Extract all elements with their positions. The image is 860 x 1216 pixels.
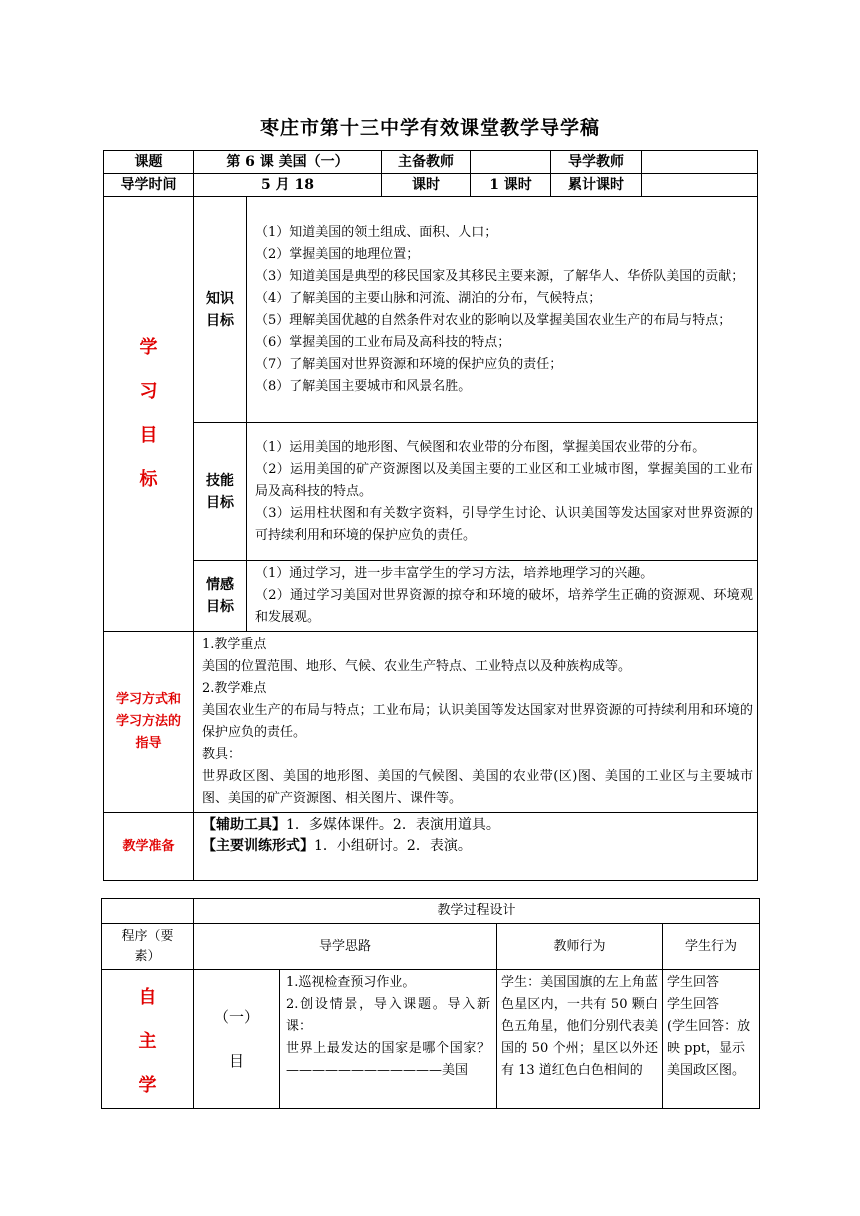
guide-teacher-value <box>642 151 758 174</box>
knowledge-item: （4）了解美国的主要山脉和河流、湖泊的分布，气候特点； <box>255 290 602 306</box>
methods-line: 2.教学难点 <box>202 681 267 696</box>
teacher-content: 学生：美国国旗的左上角蓝色星区内，一共有 50 颗白色五角星，他们分别代表美国的 50 个州；星区以外还有 13 道红色白色相间的 <box>497 970 663 1109</box>
knowledge-label: 知识目标 <box>194 197 247 423</box>
total-hours-label: 累计课时 <box>551 174 642 197</box>
col-guide: 导学思路 <box>194 924 497 970</box>
objectives-char: 习 <box>139 381 158 402</box>
subject-label: 课题 <box>104 151 194 174</box>
emotion-items <box>247 561 758 632</box>
training-tag: 【主要训练形式】 <box>202 838 314 854</box>
objectives-char: 学 <box>139 337 158 358</box>
training-text: 1．小组研讨。2．表演。 <box>314 838 472 854</box>
time-label: 导学时间 <box>104 174 194 197</box>
skills-items <box>247 423 758 561</box>
knowledge-item: （1）知道美国的领土组成、面积、人口； <box>255 224 498 240</box>
emotion-item: （1）通过学习，进一步丰富学生的学习方法，培养地理学习的兴趣。 <box>255 566 654 581</box>
skills-item: （2）运用美国的矿产资源图以及美国主要的工业区和工业城市图，掌握美国的工业布局及高科技的特点。 <box>255 461 753 499</box>
tools-text: 1．多媒体课件。2．表演用道具。 <box>286 817 500 833</box>
document-title: 枣庄市第十三中学有效课堂教学导学稿 <box>259 117 600 139</box>
guide-line: 2.创设情景，导入课题。导入新课： <box>286 997 490 1034</box>
skills-label: 技能目标 <box>194 423 247 561</box>
methods-content <box>194 632 758 813</box>
student-content <box>663 970 760 1109</box>
process-table <box>101 898 760 1109</box>
knowledge-item: （6）掌握美国的工业布局及高科技的特点； <box>255 334 511 350</box>
knowledge-item: （2）掌握美国的地理位置； <box>255 246 420 262</box>
knowledge-item: （5）理解美国优越的自然条件对农业的影响以及掌握美国农业生产的布局与特点； <box>255 312 732 328</box>
hours-label: 课时 <box>382 174 471 197</box>
time-value: 5 月 18 <box>194 174 382 197</box>
stage-char: 主 <box>138 1031 157 1052</box>
objectives-char: 目 <box>139 425 158 446</box>
emotion-label: 情感目标 <box>194 561 247 632</box>
methods-label: 学习方式和学习方法的指导 <box>104 632 194 813</box>
stage-char: 学 <box>138 1075 157 1096</box>
process-corner <box>102 899 194 924</box>
guide-line: 世界上最发达的国家是哪个国家？————————————美国 <box>286 1041 490 1078</box>
knowledge-item: （3）知道美国是典型的移民国家及其移民主要来源，了解华人、华侨队美国的贡献； <box>255 268 745 284</box>
methods-line: 世界政区图、美国的地形图、美国的气候图、美国的农业带(区)图、美国的工业区与主要城市图、美国的矿产资源图、相关图片、课件等。 <box>202 769 753 806</box>
col-program: 程序（要素） <box>102 924 194 970</box>
hours-value: 1 课时 <box>471 174 551 197</box>
knowledge-item: （7）了解美国对世界资源和环境的保护应负的责任； <box>255 356 563 372</box>
emotion-item: （2）通过学习美国对世界资源的掠夺和环境的破坏，培养学生正确的资源观、环境观和发展观。 <box>255 588 753 625</box>
methods-line: 1.教学重点 <box>202 637 267 652</box>
skills-item: （1）运用美国的地形图、气候图和农业带的分布图，掌握美国农业带的分布。 <box>255 439 706 455</box>
skills-item: （3）运用柱状图和有关数字资料，引导学生讨论、认识美国等发达国家对世界资源的可持续利用和环境的保护应负的责任。 <box>255 505 753 543</box>
main-teacher-value <box>471 151 551 174</box>
step-label-cell <box>194 970 280 1109</box>
guide-content <box>280 970 497 1109</box>
methods-line: 美国农业生产的布局与特点；工业布局；认识美国等发达国家对世界资源的可持续利用和环境的保护应负的责任。 <box>202 703 753 740</box>
knowledge-items <box>247 197 758 423</box>
student-line: 学生回答 <box>667 975 720 990</box>
step-sub: 目 <box>228 1052 244 1070</box>
tools-tag: 【辅助工具】 <box>202 817 286 833</box>
subject-value: 第 6 课 美国（一） <box>194 151 382 174</box>
total-hours-value <box>642 174 758 197</box>
methods-line: 美国的位置范围、地形、气候、农业生产特点、工业特点以及种族构成等。 <box>202 659 632 674</box>
stage-char: 自 <box>138 987 157 1008</box>
objectives-section-label <box>104 197 194 632</box>
methods-line: 教具： <box>202 747 242 762</box>
preparation-label: 教学准备 <box>104 813 194 881</box>
guide-line: 1.巡视检查预习作业。 <box>286 975 416 990</box>
preparation-content <box>194 813 758 881</box>
objectives-char: 标 <box>139 469 158 490</box>
knowledge-item: （8）了解美国主要城市和风景名胜。 <box>255 378 472 394</box>
main-teacher-label: 主备教师 <box>382 151 471 174</box>
student-line: (学生回答：放映 ppt，显示美国政区图。 <box>667 1019 751 1078</box>
guide-teacher-label: 导学教师 <box>551 151 642 174</box>
stage-label <box>102 970 194 1109</box>
col-student: 学生行为 <box>663 924 760 970</box>
lesson-plan-table <box>103 150 758 881</box>
student-line: 学生回答 <box>667 997 720 1012</box>
step-label: （一） <box>213 1008 259 1026</box>
col-teacher: 教师行为 <box>497 924 663 970</box>
design-title: 教学过程设计 <box>194 899 760 924</box>
